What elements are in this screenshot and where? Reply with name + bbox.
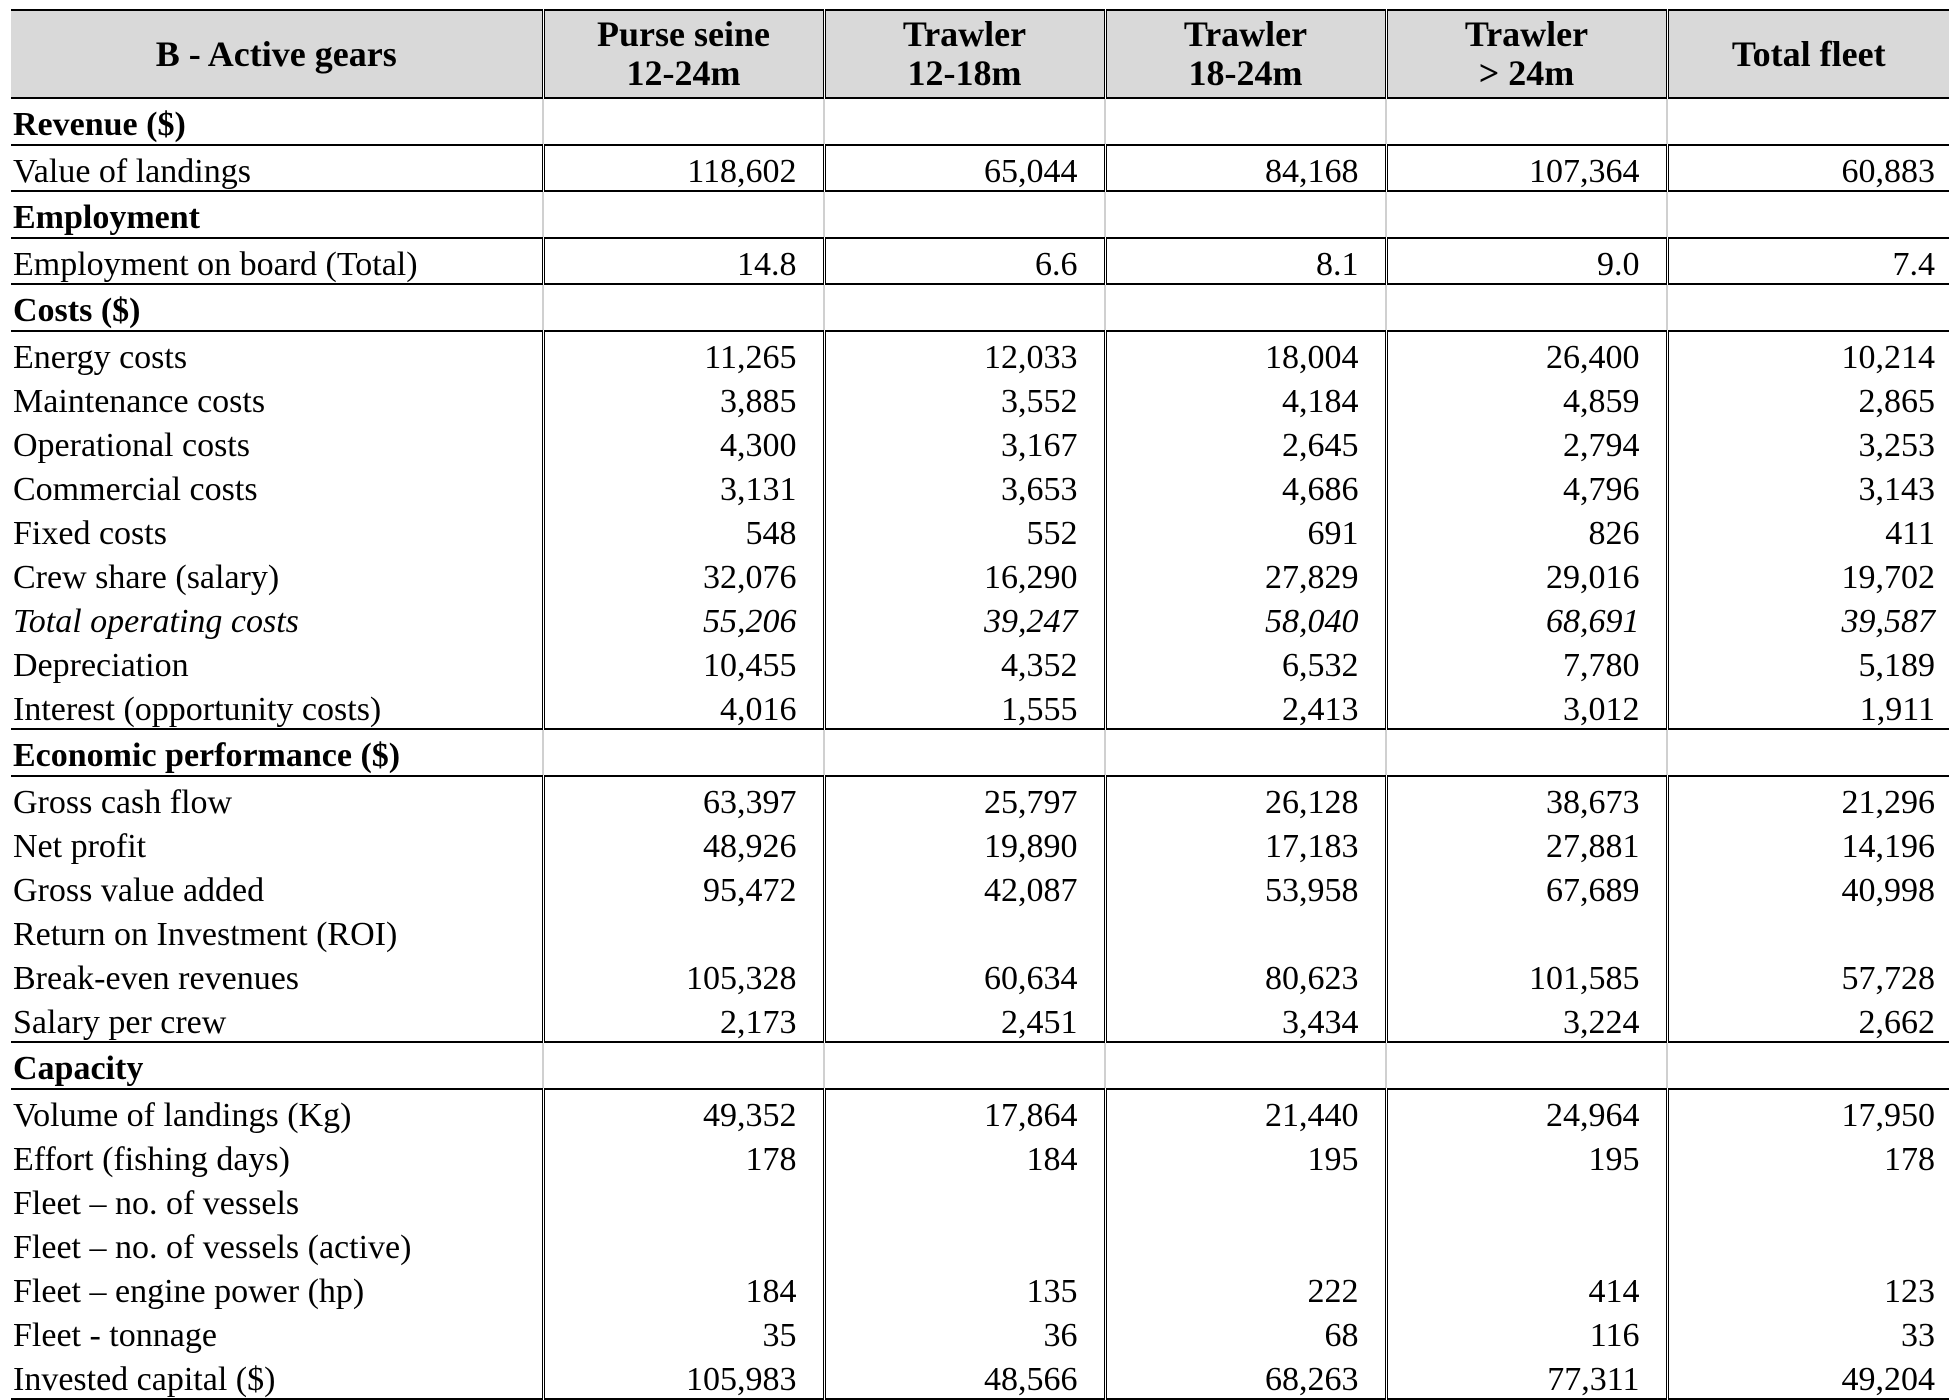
value-cell: 17,864 — [824, 1089, 1105, 1134]
row-label: Value of landings — [11, 145, 543, 191]
table-row — [11, 1266, 1949, 1310]
value-cell: 4,300 — [543, 420, 824, 464]
table-row — [11, 508, 1949, 552]
value-cell: 26,400 — [1386, 331, 1667, 376]
value-cell: 4,184 — [1105, 376, 1386, 420]
value-cell: 552 — [824, 508, 1105, 552]
value-cell: 548 — [543, 508, 824, 552]
table-row — [11, 1089, 1949, 1134]
value-cell: 67,689 — [1386, 865, 1667, 909]
value-cell — [1386, 1178, 1667, 1222]
value-cell: 29,016 — [1386, 552, 1667, 596]
value-cell: 33 — [1667, 1310, 1949, 1354]
value-cell: 80,623 — [1105, 953, 1386, 997]
column-header-line: Total fleet — [1731, 33, 1886, 74]
value-cell: 17,950 — [1667, 1089, 1949, 1134]
section-blank-cell — [1386, 1042, 1667, 1089]
value-cell: 17,183 — [1105, 821, 1386, 865]
value-cell: 24,964 — [1386, 1089, 1667, 1134]
value-cell — [1386, 909, 1667, 953]
section-title: Capacity — [11, 1042, 543, 1089]
value-cell: 4,686 — [1105, 464, 1386, 508]
table-row — [11, 684, 1949, 729]
section-blank-cell — [824, 284, 1105, 331]
value-cell: 105,328 — [543, 953, 824, 997]
section-blank-cell — [543, 1042, 824, 1089]
section-blank-cell — [1105, 1042, 1386, 1089]
row-label: Fleet – no. of vessels (active) — [13, 1229, 412, 1266]
value-cell — [1386, 1222, 1667, 1266]
value-cell: 26,128 — [1105, 776, 1386, 821]
value-cell — [1667, 1222, 1949, 1266]
table-row — [11, 640, 1949, 684]
value-cell: 77,311 — [1386, 1354, 1667, 1399]
value-cell: 101,585 — [1386, 953, 1667, 997]
section-row — [11, 98, 1949, 145]
value-cell: 3,012 — [1386, 684, 1667, 729]
row-label: Salary per crew — [13, 1004, 227, 1041]
section-blank-cell — [543, 191, 824, 238]
value-cell: 116 — [1386, 1310, 1667, 1354]
value-cell: 40,998 — [1667, 865, 1949, 909]
section-blank-cell — [824, 191, 1105, 238]
value-cell: 195 — [1386, 1134, 1667, 1178]
value-cell — [1105, 1222, 1386, 1266]
table-row — [11, 997, 1949, 1042]
economic-indicators-sheet — [11, 9, 1949, 1400]
section-blank-cell — [1105, 284, 1386, 331]
value-cell: 4,859 — [1386, 376, 1667, 420]
value-cell: 10,214 — [1667, 331, 1949, 376]
value-cell — [824, 1178, 1105, 1222]
table-row — [11, 909, 1949, 953]
row-label: Commercial costs — [13, 471, 258, 508]
value-cell: 95,472 — [543, 865, 824, 909]
value-cell: 48,926 — [543, 821, 824, 865]
table-row — [11, 953, 1949, 997]
table-row — [11, 464, 1949, 508]
column-header-line: Trawler — [1464, 14, 1589, 54]
table-row — [11, 238, 1949, 284]
value-cell: 35 — [543, 1310, 824, 1354]
row-label: Volume of landings (Kg) — [11, 1089, 543, 1134]
section-blank-cell — [543, 98, 824, 145]
row-label: Fleet – no. of vessels — [13, 1185, 300, 1222]
value-cell: 12,033 — [824, 331, 1105, 376]
column-header-line: 18-24m — [1188, 53, 1303, 93]
column-header-line: Trawler — [902, 14, 1027, 54]
value-cell: 3,885 — [543, 376, 824, 420]
value-cell: 2,451 — [824, 997, 1105, 1042]
value-cell: 1,911 — [1667, 684, 1949, 729]
value-cell: 60,634 — [824, 953, 1105, 997]
value-cell: 691 — [1105, 508, 1386, 552]
table-row — [11, 331, 1949, 376]
section-blank-cell — [1386, 98, 1667, 145]
row-label: Effort (fishing days) — [13, 1141, 290, 1178]
value-cell — [543, 1178, 824, 1222]
value-cell: 25,797 — [824, 776, 1105, 821]
value-cell: 49,204 — [1667, 1354, 1949, 1399]
section-blank-cell — [824, 98, 1105, 145]
value-cell: 4,016 — [543, 684, 824, 729]
row-label: Net profit — [13, 828, 147, 865]
column-header-2 — [824, 10, 1105, 98]
column-header-3 — [1105, 10, 1386, 98]
value-cell: 49,352 — [543, 1089, 824, 1134]
table-body — [11, 98, 1949, 1399]
column-header-line: B - Active gears — [155, 33, 397, 74]
value-cell: 2,645 — [1105, 420, 1386, 464]
column-header-line: Purse seine — [597, 14, 770, 54]
section-blank-cell — [824, 729, 1105, 776]
value-cell: 118,602 — [543, 145, 824, 191]
value-cell: 411 — [1667, 508, 1949, 552]
value-cell: 195 — [1105, 1134, 1386, 1178]
section-blank-cell — [1667, 284, 1949, 331]
value-cell — [543, 1222, 824, 1266]
table-row — [11, 1354, 1949, 1399]
value-cell: 10,455 — [543, 640, 824, 684]
value-cell: 3,131 — [543, 464, 824, 508]
table-row — [11, 145, 1949, 191]
value-cell: 68,263 — [1105, 1354, 1386, 1399]
section-blank-cell — [543, 729, 824, 776]
value-cell: 3,253 — [1667, 420, 1949, 464]
row-label: Energy costs — [11, 331, 543, 376]
row-label: Fixed costs — [13, 515, 167, 552]
column-header-5 — [1667, 10, 1949, 98]
table-row — [11, 552, 1949, 596]
section-blank-cell — [1105, 191, 1386, 238]
row-label: Total operating costs — [13, 603, 299, 640]
value-cell: 178 — [1667, 1134, 1949, 1178]
row-label: Invested capital ($) — [11, 1354, 543, 1399]
value-cell: 4,796 — [1386, 464, 1667, 508]
value-cell: 8.1 — [1105, 238, 1386, 284]
row-label: Return on Investment (ROI) — [13, 916, 398, 953]
section-blank-cell — [1667, 98, 1949, 145]
value-cell: 14,196 — [1667, 821, 1949, 865]
table-row — [11, 1222, 1949, 1266]
table-row — [11, 776, 1949, 821]
section-blank-cell — [824, 1042, 1105, 1089]
table-header — [11, 10, 1949, 98]
value-cell: 32,076 — [543, 552, 824, 596]
value-cell: 414 — [1386, 1266, 1667, 1310]
section-blank-cell — [1386, 191, 1667, 238]
value-cell: 48,566 — [824, 1354, 1105, 1399]
value-cell: 18,004 — [1105, 331, 1386, 376]
value-cell: 135 — [824, 1266, 1105, 1310]
column-header-1 — [543, 10, 824, 98]
row-label: Operational costs — [13, 427, 250, 464]
value-cell: 68 — [1105, 1310, 1386, 1354]
section-title: Revenue ($) — [11, 98, 543, 145]
column-header-4 — [1386, 10, 1667, 98]
value-cell: 19,702 — [1667, 552, 1949, 596]
section-blank-cell — [1667, 729, 1949, 776]
section-blank-cell — [1667, 191, 1949, 238]
section-blank-cell — [1386, 729, 1667, 776]
table-row — [11, 376, 1949, 420]
value-cell: 65,044 — [824, 145, 1105, 191]
value-cell: 2,413 — [1105, 684, 1386, 729]
row-label: Maintenance costs — [13, 383, 266, 420]
row-label: Gross cash flow — [11, 776, 543, 821]
row-label: Break-even revenues — [13, 960, 300, 997]
value-cell: 39,247 — [824, 596, 1105, 640]
value-cell: 16,290 — [824, 552, 1105, 596]
row-label: Fleet - tonnage — [13, 1317, 217, 1354]
value-cell: 222 — [1105, 1266, 1386, 1310]
column-header-line: Trawler — [1183, 14, 1308, 54]
section-row — [11, 191, 1949, 238]
header-row — [11, 10, 1949, 98]
column-header-line: > 24m — [1478, 53, 1575, 93]
table-row — [11, 821, 1949, 865]
value-cell: 2,794 — [1386, 420, 1667, 464]
section-blank-cell — [1667, 1042, 1949, 1089]
table-row — [11, 1310, 1949, 1354]
value-cell: 826 — [1386, 508, 1667, 552]
value-cell: 184 — [824, 1134, 1105, 1178]
value-cell: 1,555 — [824, 684, 1105, 729]
section-title: Economic performance ($) — [11, 729, 543, 776]
row-label: Employment on board (Total) — [11, 238, 543, 284]
active-gears-table — [11, 9, 1949, 1400]
value-cell: 19,890 — [824, 821, 1105, 865]
row-label: Depreciation — [13, 647, 189, 684]
value-cell — [1105, 909, 1386, 953]
column-header-line: 12-18m — [907, 53, 1022, 93]
section-title: Costs ($) — [11, 284, 543, 331]
value-cell: 11,265 — [543, 331, 824, 376]
value-cell: 7.4 — [1667, 238, 1949, 284]
value-cell: 7,780 — [1386, 640, 1667, 684]
value-cell: 105,983 — [543, 1354, 824, 1399]
value-cell: 42,087 — [824, 865, 1105, 909]
value-cell — [543, 909, 824, 953]
row-label: Fleet – engine power (hp) — [13, 1273, 365, 1310]
value-cell: 68,691 — [1386, 596, 1667, 640]
row-label: Crew share (salary) — [13, 559, 280, 596]
value-cell: 21,296 — [1667, 776, 1949, 821]
column-header-category — [11, 10, 543, 98]
value-cell: 123 — [1667, 1266, 1949, 1310]
value-cell: 6.6 — [824, 238, 1105, 284]
column-header-line: 12-24m — [626, 53, 741, 93]
table-row — [11, 596, 1949, 640]
value-cell: 2,173 — [543, 997, 824, 1042]
value-cell: 55,206 — [543, 596, 824, 640]
value-cell — [824, 909, 1105, 953]
value-cell: 27,829 — [1105, 552, 1386, 596]
value-cell: 3,143 — [1667, 464, 1949, 508]
row-label: Interest (opportunity costs) — [13, 691, 382, 728]
value-cell: 27,881 — [1386, 821, 1667, 865]
value-cell: 4,352 — [824, 640, 1105, 684]
value-cell: 184 — [543, 1266, 824, 1310]
table-row — [11, 420, 1949, 464]
section-blank-cell — [1105, 98, 1386, 145]
value-cell: 38,673 — [1386, 776, 1667, 821]
value-cell: 57,728 — [1667, 953, 1949, 997]
value-cell: 63,397 — [543, 776, 824, 821]
value-cell — [824, 1222, 1105, 1266]
value-cell: 36 — [824, 1310, 1105, 1354]
value-cell: 58,040 — [1105, 596, 1386, 640]
section-row — [11, 1042, 1949, 1089]
value-cell: 39,587 — [1667, 596, 1949, 640]
value-cell: 84,168 — [1105, 145, 1386, 191]
section-blank-cell — [543, 284, 824, 331]
row-label: Gross value added — [13, 872, 265, 909]
section-blank-cell — [1386, 284, 1667, 331]
section-row — [11, 729, 1949, 776]
value-cell: 9.0 — [1386, 238, 1667, 284]
table-row — [11, 1178, 1949, 1222]
value-cell: 14.8 — [543, 238, 824, 284]
section-title: Employment — [11, 191, 543, 238]
value-cell — [1667, 909, 1949, 953]
value-cell: 3,224 — [1386, 997, 1667, 1042]
table-row — [11, 865, 1949, 909]
value-cell: 3,434 — [1105, 997, 1386, 1042]
table-row — [11, 1134, 1949, 1178]
value-cell: 6,532 — [1105, 640, 1386, 684]
value-cell: 178 — [543, 1134, 824, 1178]
value-cell: 21,440 — [1105, 1089, 1386, 1134]
value-cell: 3,167 — [824, 420, 1105, 464]
value-cell: 107,364 — [1386, 145, 1667, 191]
value-cell: 3,552 — [824, 376, 1105, 420]
section-blank-cell — [1105, 729, 1386, 776]
value-cell: 3,653 — [824, 464, 1105, 508]
value-cell — [1667, 1178, 1949, 1222]
value-cell: 60,883 — [1667, 145, 1949, 191]
value-cell: 2,662 — [1667, 997, 1949, 1042]
section-row — [11, 284, 1949, 331]
value-cell — [1105, 1178, 1386, 1222]
value-cell: 5,189 — [1667, 640, 1949, 684]
value-cell: 2,865 — [1667, 376, 1949, 420]
value-cell: 53,958 — [1105, 865, 1386, 909]
